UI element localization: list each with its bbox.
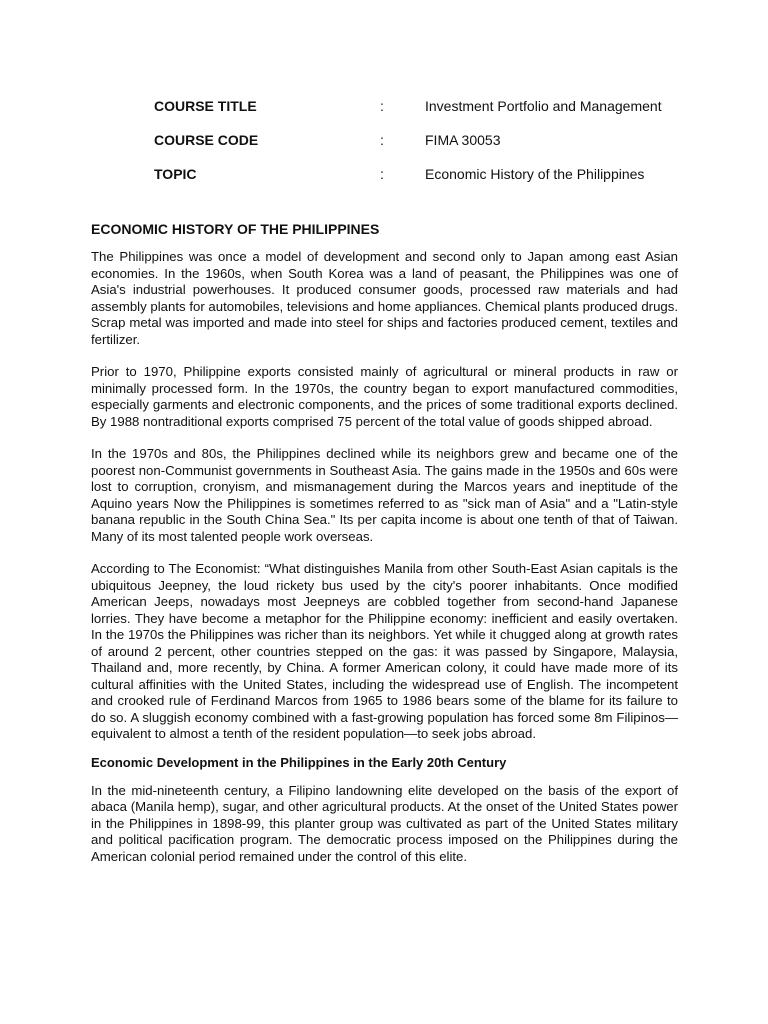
paragraph-4: According to The Economist: “What distinguishes Manila from other South-East Asian capitals is the ubiquitous Jeepney, the loud rickety bus used by the city's poorer inhabitants. Once modified American Jeeps, nowadays most Jeepneys are cobbled together from second-hand Japanese lorries. They have become a metaphor for the Philippine economy: inefficient and easily overtaken. In the 1970s the Philippines was richer than its neighbors. Yet while it chugged along at growth rates of around 2 percent, other countries stepped on the gas: it was passed by Singapore, Malaysia, Thailand and, more recently, by China. A former American colony, it could have made more of its cultural affinities with the United States, including the widespread use of English. The incompetent and crooked rule of Ferdinand Marcos from 1965 to 1986 bears some of the blame for its failure to do so. A sluggish economy combined with a fast-growing population has forced some 8m Filipinos—equivalent to almost a tenth of the resident population—to seek jobs abroad. <box>91 561 678 741</box>
course-title-colon: : <box>380 98 384 114</box>
paragraph-3: In the 1970s and 80s, the Philippines declined while its neighbors grew and became one of the poorest non-Communist governments in Southeast Asia. The gains made in the 1950s and 60s were lost to corruption, cronyism, and mismanagement during the Marcos years and ineptitude of the Aquino years Now the Philippines is sometimes referred to as "sick man of Asia" and a "Latin-style banana republic in the South China Sea." Its per capita income is about one tenth of that of Taiwan. Many of its most talented people work overseas. <box>91 446 678 544</box>
course-code-label: COURSE CODE <box>154 132 259 148</box>
subheading: Economic Development in the Philippines in the Early 20th Century <box>91 754 507 770</box>
topic-label: TOPIC <box>154 166 197 182</box>
course-header <box>154 96 674 198</box>
topic-row <box>154 164 674 198</box>
paragraph-1: The Philippines was once a model of development and second only to Japan among east Asian economies. In the 1960s, when South Korea was a land of peasant, the Philippines was one of Asia's industrial powerhouses. It produced consumer goods, processed raw materials and had assembly plants for automobiles, televisions and home appliances. Chemical plants produced drugs. Scrap metal was imported and made into steel for ships and factories produced cement, textiles and fertilizer. <box>91 249 678 347</box>
course-title-value: Investment Portfolio and Management <box>425 98 662 114</box>
course-code-value: FIMA 30053 <box>425 132 501 148</box>
document-title: ECONOMIC HISTORY OF THE PHILIPPINES <box>91 221 380 237</box>
course-title-row <box>154 96 674 130</box>
document-body <box>91 219 678 881</box>
course-title-label: COURSE TITLE <box>154 98 257 114</box>
topic-colon: : <box>380 166 384 182</box>
topic-value: Economic History of the Philippines <box>425 166 645 182</box>
paragraph-5: In the mid-nineteenth century, a Filipino landowning elite developed on the basis of the export of abaca (Manila hemp), sugar, and other agricultural products. At the onset of the United States power in the Philippines in 1898-99, this planter group was cultivated as part of the United States military and political pacification program. The democratic process imposed on the Philippines during the American colonial period remained under the control of this elite. <box>91 782 678 864</box>
course-code-colon: : <box>380 132 384 148</box>
paragraph-2: Prior to 1970, Philippine exports consisted mainly of agricultural or mineral products in raw or minimally processed form. In the 1970s, the country began to export manufactured commodities, especially garments and electronic components, and the prices of some traditional exports declined. By 1988 nontraditional exports comprised 75 percent of the total value of goods shipped abroad. <box>91 364 678 429</box>
course-code-row <box>154 130 674 164</box>
